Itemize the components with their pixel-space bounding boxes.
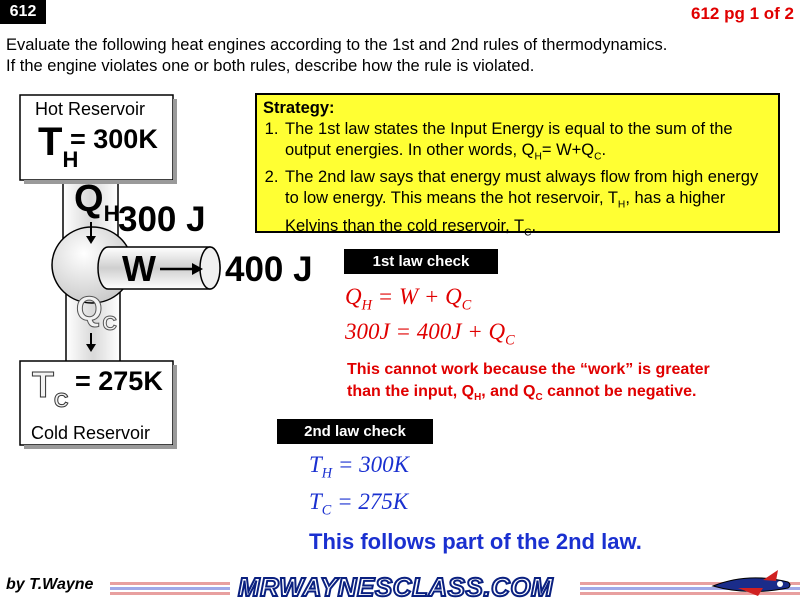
- first-law-tag: 1st law check: [344, 249, 498, 274]
- second-law-conclusion: This follows part of the 2nd law.: [309, 529, 642, 554]
- rocket-icon: [708, 568, 796, 598]
- qh-symbol: $Q_H$: [74, 178, 120, 226]
- page-number-badge: 612: [0, 0, 46, 24]
- instruction-line-1: Evaluate the following heat engines according to the 1st and 2nd rules of thermodynamics.: [6, 36, 668, 54]
- th-symbol: $T_H$: [38, 120, 79, 172]
- site-logo[interactable]: MRWAYNESCLASS.COM: [238, 572, 554, 602]
- first-law-note: This cannot work because the “work” is greater than the input, $Q_H$, and $Q_C$ cannot be negative.: [347, 361, 710, 404]
- byline: by T.Wayne: [6, 576, 94, 593]
- second-law-equation-1: $T_H = 300K$: [309, 452, 409, 482]
- strategy-list: [263, 119, 772, 243]
- strategy-title: Strategy:: [263, 99, 335, 117]
- th-value: = 300K: [70, 124, 158, 154]
- instruction-line-2: If the engine violates one or both rules, describe how the rule is violated.: [6, 57, 535, 75]
- hot-reservoir-title: Hot Reservoir: [35, 99, 146, 119]
- first-law-equation-1: $Q_H = W + Q_C$: [345, 284, 472, 314]
- strategy-item-2: 2. The 2nd law says that energy must always flow from high energy to low energy. This means the hot reservoir, $T_H$, has a higher Kelvins than the cold reservoir, $T_C$.: [283, 167, 772, 243]
- w-symbol: W: [122, 248, 156, 289]
- tc-symbol: $T_C$: [32, 364, 69, 412]
- cold-reservoir-title: Cold Reservoir: [31, 423, 151, 443]
- strategy-box: [255, 93, 780, 238]
- qc-symbol: $Q_C$: [76, 290, 117, 335]
- page-label: 612 pg 1 of 2: [691, 4, 794, 23]
- tc-value: = 275K: [75, 366, 163, 396]
- strategy-item-1: 1. The 1st law states the Input Energy is equal to the sum of the output energies. In other words, $Q_H= W+Q_C$.: [283, 119, 772, 167]
- second-law-equation-2: $T_C = 275K$: [309, 489, 409, 519]
- qh-value: 300 J: [118, 200, 206, 239]
- second-law-tag: 2nd law check: [277, 419, 433, 444]
- w-value: 400 J: [225, 250, 313, 289]
- first-law-equation-2: $300J = 400J + Q_C$: [345, 319, 515, 349]
- work-pipe-end: [200, 247, 220, 289]
